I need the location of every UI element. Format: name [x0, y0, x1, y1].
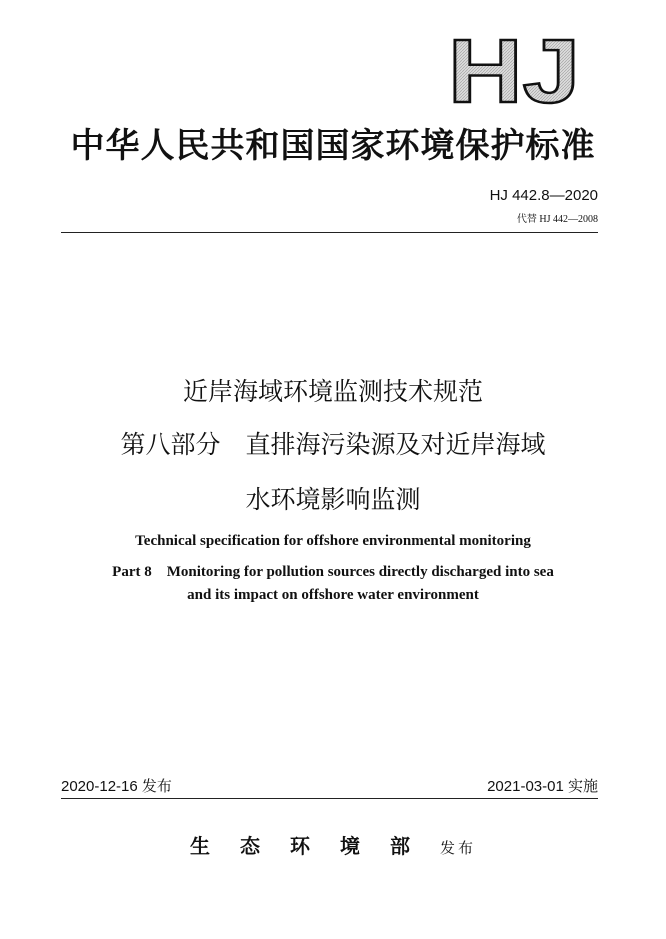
- replaces-note: 代替 HJ 442—2008: [516, 214, 598, 225]
- implementation-date: 2021-03-01 实施: [487, 778, 598, 795]
- zh-title-line-3: 水环境影响监测: [245, 485, 421, 514]
- en-title-line-2: Part 8 Monitoring for pollution sources directly discharged into sea: [112, 564, 554, 580]
- top-divider: [61, 232, 598, 233]
- standard-code: HJ 442.8—2020: [489, 187, 598, 204]
- issuer-name: 生态环境部: [189, 834, 440, 858]
- zh-title-line-1: 近岸海域环境监测技术规范: [182, 377, 483, 406]
- issuer-action: 发布: [439, 839, 476, 857]
- bottom-divider: [61, 798, 598, 799]
- logo-text: HJ: [448, 30, 580, 108]
- issue-date: 2020-12-16 发布: [61, 778, 172, 795]
- hj-logo: [444, 30, 584, 108]
- issuer: [0, 830, 666, 859]
- standard-title: 中华人民共和国国家环境保护标准: [70, 126, 596, 166]
- en-title-line-1: Technical specification for offshore environmental monitoring: [135, 533, 531, 549]
- zh-title-line-2: 第八部分 直排海污染源及对近岸海域: [120, 430, 546, 459]
- en-title-line-3: and its impact on offshore water environment: [187, 587, 479, 603]
